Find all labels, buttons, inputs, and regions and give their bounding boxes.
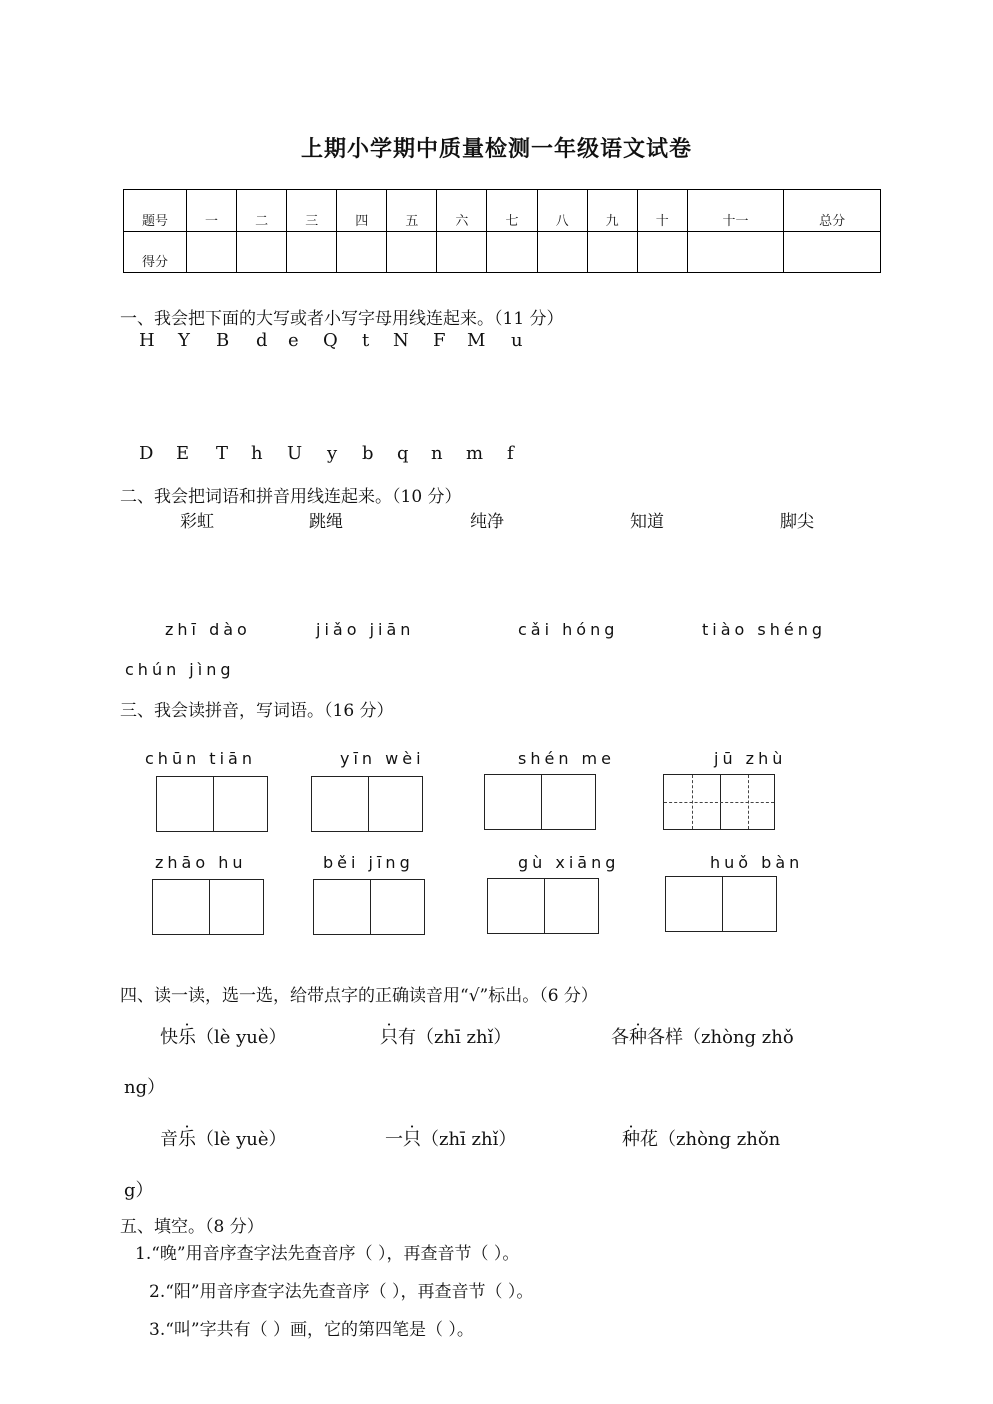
letter: H [139, 330, 155, 351]
dotted-char: 乐 [178, 1027, 196, 1048]
letter: m [466, 443, 484, 464]
writing-grid[interactable] [156, 776, 268, 832]
score-cell: 十一 [687, 190, 784, 232]
letter: y [327, 443, 338, 464]
writing-grid[interactable] [313, 879, 425, 935]
letter: q [397, 443, 409, 464]
text: 快 [160, 1027, 178, 1048]
score-input-cell[interactable] [587, 231, 637, 273]
text: 各 [611, 1027, 629, 1048]
letter: T [216, 443, 229, 464]
dotted-char: 乐 [178, 1129, 196, 1150]
q4-wrap: g） [124, 1180, 154, 1201]
q4-item [160, 1023, 287, 1049]
letter: f [507, 443, 514, 464]
q2-word: 跳绳 [309, 512, 343, 532]
q2-word: 纯净 [470, 512, 504, 532]
q3-pinyin: shén me [518, 749, 615, 768]
letter: u [511, 330, 523, 351]
letter: b [362, 443, 374, 464]
score-cell: 十 [637, 190, 687, 232]
letter: B [216, 330, 230, 351]
page-title: 上期小学期中质量检测一年级语文试卷 [300, 136, 692, 162]
q2-word: 脚尖 [780, 512, 814, 532]
q3-pinyin: jū zhù [714, 749, 787, 768]
score-cell: 六 [437, 190, 487, 232]
score-input-cell[interactable] [337, 231, 387, 273]
letter: h [251, 443, 263, 464]
q1-bottom-letters [0, 443, 993, 467]
text: 各样（zhòng zhǒ [647, 1027, 794, 1048]
q2-pinyin: tiào shéng [702, 620, 827, 639]
q1-top-letters [0, 330, 993, 354]
q2-pinyin: chún jìng [125, 660, 235, 679]
writing-grid[interactable] [152, 879, 264, 935]
q2-pinyin: cǎi hóng [518, 620, 619, 639]
q5-item: 3.“叫”字共有（ ）画，它的第四笔是（ ）。 [149, 1320, 474, 1340]
score-cell: 三 [287, 190, 337, 232]
q4-heading: 四、读一读，选一选，给带点字的正确读音用“√”标出。（6 分） [120, 986, 598, 1006]
score-cell: 五 [387, 190, 437, 232]
letter: Y [178, 330, 190, 351]
score-input-cell[interactable] [187, 231, 237, 273]
writing-grid[interactable] [484, 774, 596, 830]
q4-item [622, 1125, 780, 1151]
score-cell: 九 [587, 190, 637, 232]
letter: e [288, 330, 299, 351]
score-cell: 二 [237, 190, 287, 232]
dotted-char: 只 [403, 1129, 421, 1150]
q4-item [611, 1023, 794, 1049]
dotted-char: 只 [380, 1027, 398, 1048]
text: 有（zhī zhǐ） [398, 1027, 512, 1048]
letter: M [467, 330, 486, 351]
q5-item: 2.“阳”用音序查字法先查音序（ ），再查音节（ ）。 [149, 1282, 534, 1302]
dotted-char: 种 [622, 1129, 640, 1150]
score-label-cell: 得分 [124, 231, 187, 273]
score-cell: 题号 [124, 190, 187, 232]
letter: F [433, 330, 446, 351]
text: 一 [385, 1129, 403, 1150]
q3-pinyin: běi jīng [323, 853, 414, 872]
score-value-row [124, 231, 881, 273]
score-input-cell[interactable] [237, 231, 287, 273]
q3-pinyin: chūn tiān [145, 749, 256, 768]
letter: n [431, 443, 443, 464]
writing-grid[interactable] [311, 776, 423, 832]
q4-item [385, 1125, 516, 1151]
letter: D [139, 443, 154, 464]
q2-word: 知道 [630, 512, 664, 532]
q2-word: 彩虹 [180, 512, 214, 532]
q4-item [380, 1023, 511, 1049]
score-cell: 八 [537, 190, 587, 232]
score-input-cell[interactable] [637, 231, 687, 273]
score-header-row [124, 190, 881, 232]
letter: d [256, 330, 268, 351]
letter: t [362, 330, 370, 351]
score-input-cell[interactable] [287, 231, 337, 273]
score-input-cell[interactable] [537, 231, 587, 273]
letter: N [393, 330, 409, 351]
q5-item: 1.“晚”用音序查字法先查音序（ ），再查音节（ ）。 [135, 1244, 520, 1264]
text: （lè yuè） [196, 1027, 287, 1048]
score-input-cell[interactable] [687, 231, 784, 273]
score-cell: 一 [187, 190, 237, 232]
score-table [123, 189, 881, 273]
q3-pinyin: zhāo hu [155, 853, 247, 872]
text: （lè yuè） [196, 1129, 287, 1150]
letter: Q [323, 330, 338, 351]
score-input-cell[interactable] [437, 231, 487, 273]
text: 音 [160, 1129, 178, 1150]
q2-pinyin: zhī dào [165, 620, 251, 639]
score-cell: 总分 [784, 190, 881, 232]
score-cell: 七 [487, 190, 537, 232]
q2-pinyin: jiǎo jiān [316, 620, 415, 639]
text: 花（zhòng zhǒn [640, 1129, 781, 1150]
q4-wrap: ng） [124, 1077, 166, 1098]
q5-heading: 五、填空。（8 分） [120, 1217, 264, 1237]
score-input-cell[interactable] [784, 231, 881, 273]
writing-grid[interactable] [663, 774, 775, 830]
score-input-cell[interactable] [387, 231, 437, 273]
text: （zhī zhǐ） [421, 1129, 517, 1150]
letter: U [287, 443, 303, 464]
dotted-char: 种 [629, 1027, 647, 1048]
writing-grid[interactable] [665, 876, 777, 932]
letter: E [176, 443, 190, 464]
writing-grid[interactable] [487, 878, 599, 934]
score-cell: 四 [337, 190, 387, 232]
q4-item [160, 1125, 287, 1151]
q3-pinyin: huǒ bàn [710, 853, 804, 872]
q3-pinyin: yīn wèi [340, 749, 425, 768]
q1-heading: 一、我会把下面的大写或者小写字母用线连起来。（11 分） [120, 309, 564, 329]
score-input-cell[interactable] [487, 231, 537, 273]
q3-pinyin: gù xiāng [518, 853, 620, 872]
q3-heading: 三、我会读拼音，写词语。（16 分） [120, 701, 394, 721]
q2-heading: 二、我会把词语和拼音用线连起来。（10 分） [120, 487, 462, 507]
